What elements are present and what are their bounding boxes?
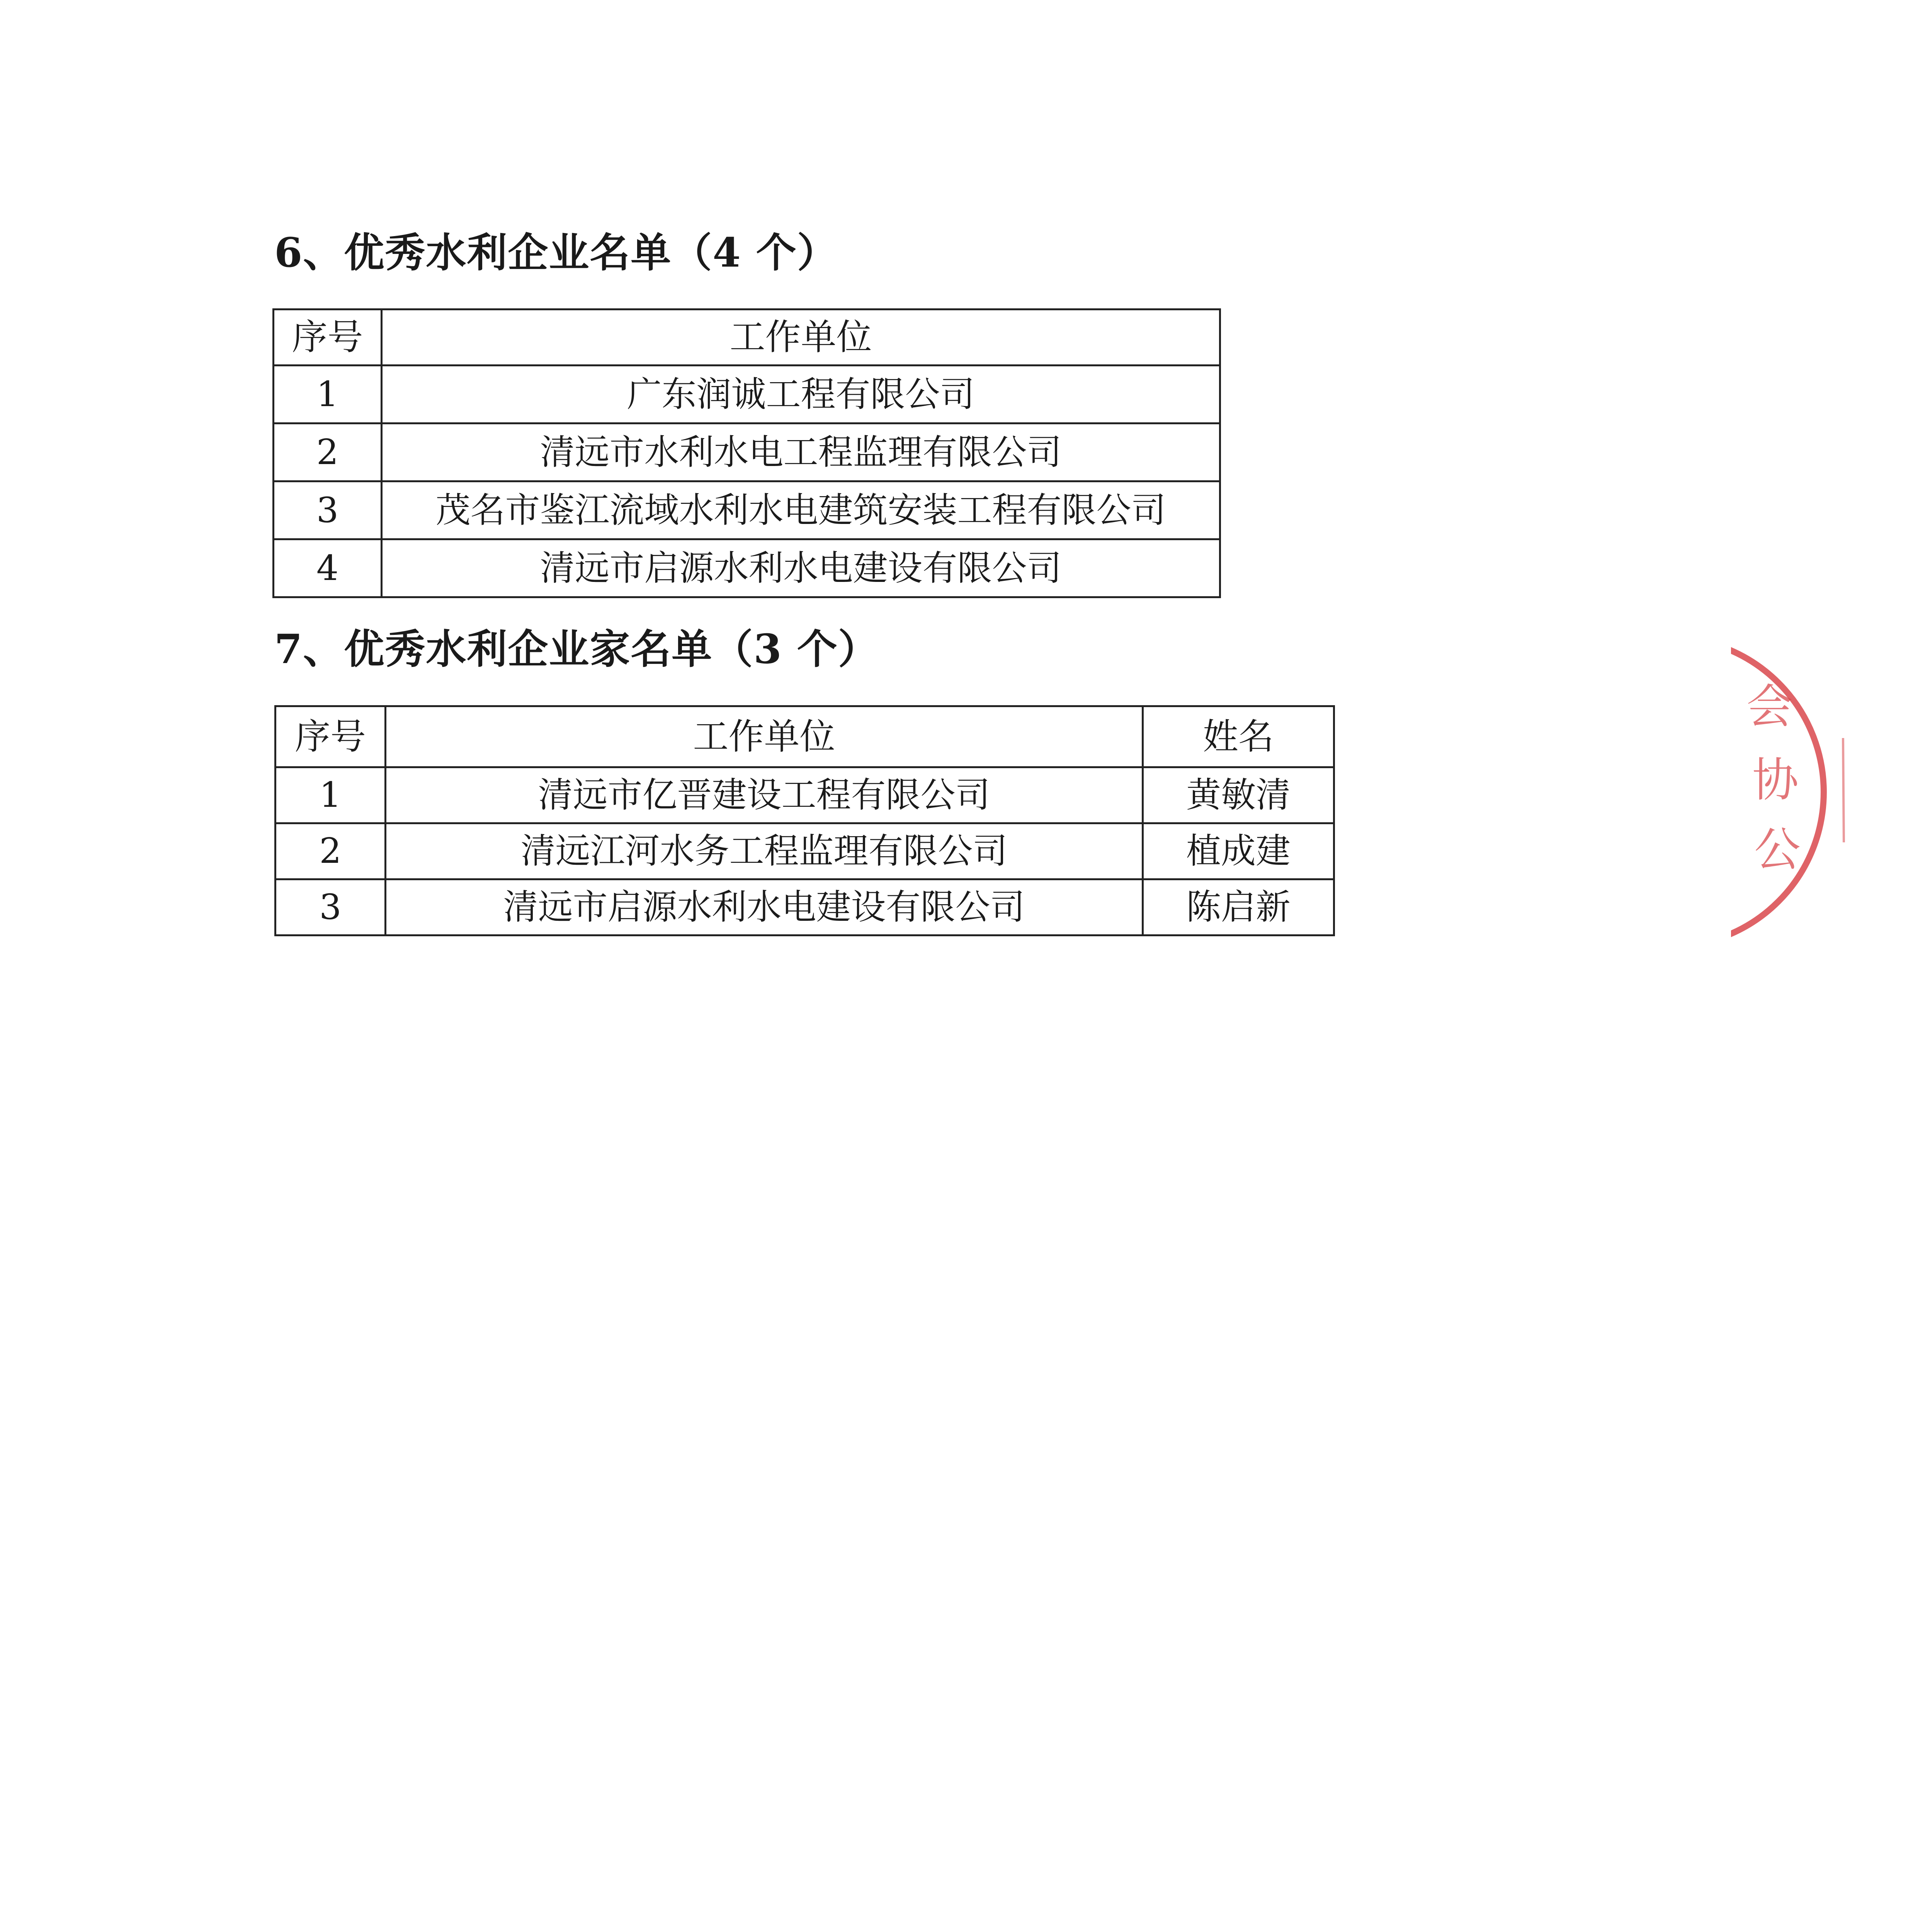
table-row [275, 823, 1334, 879]
table-row [274, 539, 1220, 597]
red-seal-stamp [1731, 634, 1855, 951]
table-row [274, 481, 1220, 539]
seal-char: 会 [1746, 680, 1793, 734]
header-name: 姓名 [1143, 706, 1334, 767]
cell-unit: 茂名市鉴江流域水利水电建筑安装工程有限公司 [382, 481, 1220, 539]
cell-no: 2 [274, 423, 382, 481]
section-7-title: 7、优秀水利企业家名单（3 个） [274, 625, 879, 673]
table-row [275, 767, 1334, 823]
cell-no: 1 [275, 767, 386, 823]
seal-char: 协 [1752, 753, 1799, 807]
cell-no: 4 [274, 539, 382, 597]
table-header-row [275, 706, 1334, 767]
cell-unit: 广东润诚工程有限公司 [382, 366, 1220, 423]
cell-no: 3 [275, 879, 386, 935]
header-unit: 工作单位 [382, 310, 1220, 366]
excellent-enterprises-table [272, 308, 1221, 598]
table-header-row [274, 310, 1220, 366]
cell-name: 植成建 [1143, 823, 1334, 879]
cell-name: 陈启新 [1143, 879, 1334, 935]
table-row [274, 423, 1220, 481]
cell-no: 1 [274, 366, 382, 423]
cell-unit: 清远市亿晋建设工程有限公司 [386, 767, 1143, 823]
cell-unit: 清远市启源水利水电建设有限公司 [382, 539, 1220, 597]
table-row [275, 879, 1334, 935]
cell-no: 2 [275, 823, 386, 879]
section-6-title: 6、优秀水利企业名单（4 个） [274, 229, 838, 276]
cell-name: 黄敏清 [1143, 767, 1334, 823]
header-no: 序号 [275, 706, 386, 767]
cell-unit: 清远市水利水电工程监理有限公司 [382, 423, 1220, 481]
cell-unit: 清远江河水务工程监理有限公司 [386, 823, 1143, 879]
header-no: 序号 [274, 310, 382, 366]
table-row [274, 366, 1220, 423]
cell-unit: 清远市启源水利水电建设有限公司 [386, 879, 1143, 935]
excellent-entrepreneurs-table [274, 705, 1335, 936]
seal-char: 公 [1754, 823, 1801, 877]
header-unit: 工作单位 [386, 706, 1143, 767]
cell-no: 3 [274, 481, 382, 539]
